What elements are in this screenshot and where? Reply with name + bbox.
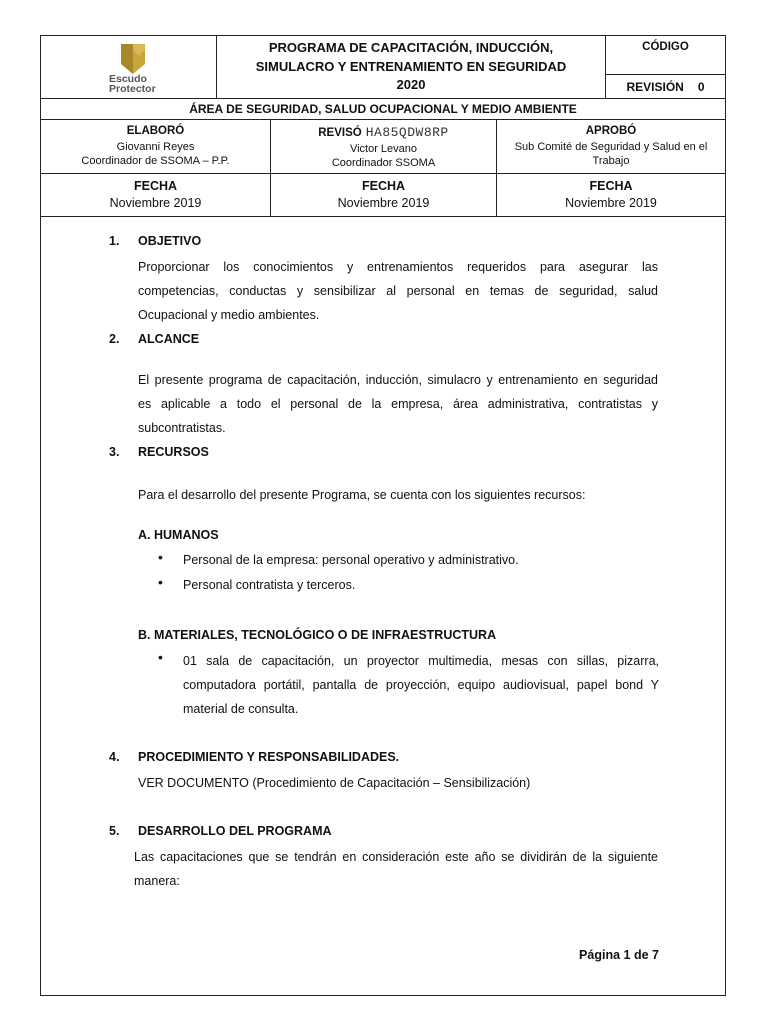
section-title-recursos: RECURSOS <box>138 445 209 459</box>
procedimiento-text: VER DOCUMENTO (Procedimiento de Capacitación – Sensibilización) <box>138 776 531 790</box>
alcance-paragraph <box>138 368 658 440</box>
section-title-objetivo: OBJETIVO <box>138 234 202 248</box>
section-number: 5. <box>109 824 120 838</box>
area-title: ÁREA DE SEGURIDAD, SALUD OCUPACIONAL Y MEDIO AMBIENTE <box>41 99 725 120</box>
reviso-name: Victor Levano <box>349 142 418 155</box>
document-header-table <box>41 36 725 217</box>
objetivo-paragraph <box>138 255 658 327</box>
paragraph-line: Proporcionar los conocimientos y entrenamientos requeridos para asegurar las <box>138 260 658 274</box>
fecha-cell-1 <box>41 174 271 216</box>
paragraph-line: 01 sala de capacitación, un proyector multimedia, mesas con sillas, pizarra, <box>183 654 659 668</box>
fecha-label-3: FECHA <box>589 179 633 193</box>
reviso-label: REVISÓ <box>318 127 362 139</box>
humanos-item-2: Personal contratista y terceros. <box>183 578 356 592</box>
section-title-alcance: ALCANCE <box>138 332 200 346</box>
recursos-intro: Para el desarrollo del presente Programa, se cuenta con los siguientes recursos: <box>138 488 586 502</box>
section-title-desarrollo: DESARROLLO DEL PROGRAMA <box>138 824 332 838</box>
materiales-item-1 <box>183 649 659 721</box>
paragraph-line: El presente programa de capacitación, inducción, simulacro y entrenamiento en seguridad <box>138 373 658 387</box>
paragraph-line: manera: <box>134 874 180 888</box>
paragraph-line: material de consulta. <box>183 702 299 716</box>
document-title <box>217 36 606 98</box>
page-label: Página <box>579 948 621 962</box>
document-page <box>40 35 726 996</box>
revision-cell <box>606 75 725 98</box>
elaboro-label: ELABORÓ <box>126 125 185 137</box>
humanos-item-1: Personal de la empresa: personal operativo y administrativo. <box>183 553 519 567</box>
aprobo-line-2: Trabajo <box>592 155 630 168</box>
bullet-icon: • <box>158 649 163 665</box>
page-number <box>579 948 659 962</box>
section-number: 2. <box>109 332 120 346</box>
section-number: 4. <box>109 750 120 764</box>
aprobo-line-1: Sub Comité de Seguridad y Salud en el <box>514 140 708 153</box>
logo-text-escudo: Escudo <box>109 73 147 85</box>
fecha-label-2: FECHA <box>361 179 406 193</box>
paragraph-line: subcontratistas. <box>138 421 226 435</box>
bullet-icon: • <box>158 549 163 565</box>
paragraph-line: Las capacitaciones que se tendrán en consideración este año se dividirán de la siguiente <box>134 850 658 864</box>
elaboro-name: Giovanni Reyes <box>116 140 195 153</box>
title-line-1: PROGRAMA DE CAPACITACIÓN, INDUCCIÓN, <box>268 39 554 55</box>
code-label: CÓDIGO <box>606 36 725 75</box>
fecha-value-1: Noviembre 2019 <box>109 195 202 210</box>
title-line-2: SIMULACRO Y ENTRENAMIENTO EN SEGURIDAD <box>255 58 567 74</box>
fecha-cell-2 <box>271 174 497 216</box>
revision-value: 0 <box>697 79 705 94</box>
company-logo <box>41 36 217 98</box>
elaboro-cell <box>41 120 271 173</box>
fecha-label-1: FECHA <box>133 179 178 193</box>
aprobo-label: APROBÓ <box>585 125 637 137</box>
subsection-materiales: B. MATERIALES, TECNOLÓGICO O DE INFRAESTRUCTURA <box>138 628 497 642</box>
revision-label: REVISIÓN <box>626 79 684 94</box>
page-total: 7 <box>652 948 659 962</box>
section-title-procedimiento: PROCEDIMIENTO Y RESPONSABILIDADES. <box>138 750 400 764</box>
logo-text-protector: Protector <box>109 83 156 95</box>
fecha-value-2: Noviembre 2019 <box>337 195 430 210</box>
reviso-code: HA85QDW8RP <box>365 125 449 140</box>
paragraph-line: competencias, conductas y sensibilizar al personal en temas de seguridad, salud <box>138 284 658 298</box>
aprobo-cell <box>497 120 725 173</box>
page-of-label: de <box>633 948 649 962</box>
reviso-cell <box>271 120 497 173</box>
reviso-role: Coordinador SSOMA <box>331 157 436 170</box>
subsection-humanos: A. HUMANOS <box>138 528 219 542</box>
section-number: 1. <box>109 234 120 248</box>
paragraph-line: es aplicable a todo el personal de la empresa, área administrativa, contratistas y <box>138 397 658 411</box>
section-number: 3. <box>109 445 120 459</box>
paragraph-line: computadora portátil, pantalla de proyección, equipo audiovisual, papel bond Y <box>183 678 659 692</box>
fecha-value-3: Noviembre 2019 <box>565 195 657 210</box>
elaboro-role: Coordinador de SSOMA – P.P. <box>81 155 230 168</box>
page-current: 1 <box>623 948 631 962</box>
title-line-3: 2020 <box>396 77 426 93</box>
desarrollo-paragraph <box>134 845 658 893</box>
paragraph-line: Ocupacional y medio ambientes. <box>138 308 320 322</box>
fecha-cell-3 <box>497 174 725 216</box>
bullet-icon: • <box>158 574 163 590</box>
